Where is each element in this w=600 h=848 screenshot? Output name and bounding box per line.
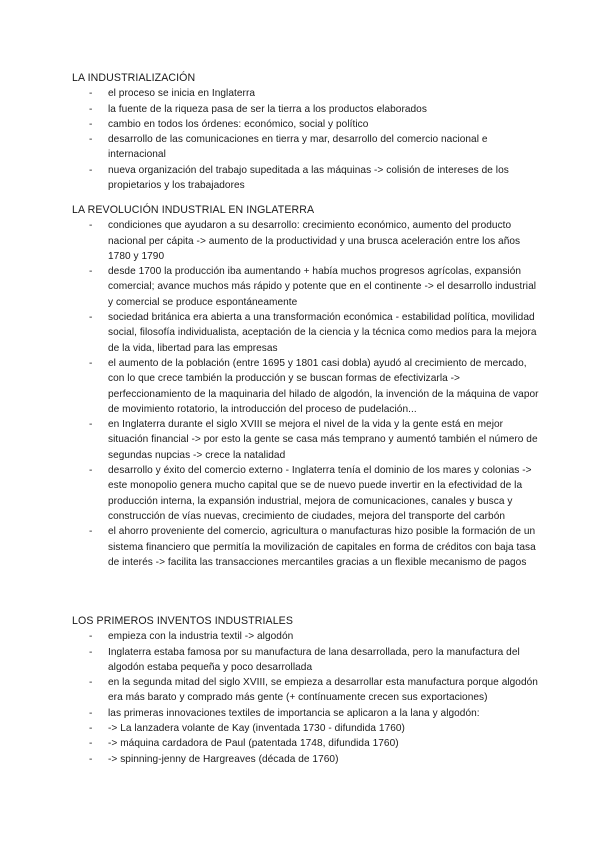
section-revolucion-industrial: [72, 203, 542, 570]
list-item: - la fuente de la riqueza pasa de ser la tierra a los productos elaborados: [72, 102, 542, 117]
list-item: - en Inglaterra durante el siglo XVIII se mejora el nivel de la vida y la gente está en mejor situación financial -> por esto la gente se casa más temprano y aumentó también el número de segundas nupcias -> crece la natalidad: [72, 417, 542, 463]
list-item: - nueva organización del trabajo supeditada a las máquinas -> colisión de intereses de los propietarios y los trabajadores: [72, 163, 542, 194]
list-item: - -> spinning-jenny de Hargreaves (década de 1760): [72, 752, 542, 767]
bullet-list: [72, 86, 542, 193]
list-item: - el proceso se inicia en Inglaterra: [72, 86, 542, 101]
list-item: - -> máquina cardadora de Paul (patentada 1748, difundida 1760): [72, 736, 542, 751]
section-heading: LA REVOLUCIÓN INDUSTRIAL EN INGLATERRA: [72, 204, 315, 216]
list-item: - empieza con la industria textil -> algodón: [72, 629, 542, 644]
list-item: - condiciones que ayudaron a su desarrollo: crecimiento económico, aumento del producto nacional per cápita -> aumento de la productividad y una brusca aceleración entre los años 1780 y 1790: [72, 218, 542, 264]
list-item: - desde 1700 la producción iba aumentando + había muchos progresos agrícolas, expansión comercial; avance muchos más rápido y potente que en el continente -> el desarrollo industrial y comercial se produce espontáneamente: [72, 264, 542, 310]
list-item: - -> La lanzadera volante de Kay (inventada 1730 - difundida 1760): [72, 721, 542, 736]
list-item: - desarrollo de las comunicaciones en tierra y mar, desarrollo del comercio nacional e internacional: [72, 132, 542, 163]
list-item: - sociedad británica era abierta a una transformación económica - estabilidad política, movilidad social, filosofía individualista, aceptación de la ciencia y la técnica como medios para la mejora de la vida, libertad para las empresas: [72, 310, 542, 356]
list-item: - las primeras innovaciones textiles de importancia se aplicaron a la lana y algodón:: [72, 706, 542, 721]
bullet-list: [72, 218, 542, 570]
list-item: - desarrollo y éxito del comercio externo - Inglaterra tenía el dominio de los mares y colonias -> este monopolio genera mucho capital que se de nuevo puede invertir en la efectividad de la producción interna, la expansión industrial, mejora de comunicaciones, canales y busca y construcción de vías nuevas, crecimiento de ciudades, mejora del transporte del carbón: [72, 463, 542, 524]
section-heading: LA INDUSTRIALIZACIÓN: [72, 72, 196, 84]
bullet-list: [72, 629, 542, 767]
list-item: - en la segunda mitad del siglo XVIII, se empieza a desarrollar esta manufactura porque algodón era más barato y comprado más gente (+ contínuamente crecen sus exportaciones): [72, 675, 542, 706]
list-item: - el aumento de la población (entre 1695 y 1801 casi dobla) ayudó al crecimiento de mercado, con lo que crece también la producción y se buscan formas de efectivizarla -> perfeccionamiento de la maquinaria del hilado de algodón, la invención de la máquina de vapor de movimiento rotatorio, la introducción del proceso de pudelación...: [72, 356, 542, 417]
list-item: - Inglaterra estaba famosa por su manufactura de lana desarrollada, pero la manufactura del algodón estaba pequeña y poco desarrollada: [72, 645, 542, 676]
list-item: - cambio en todos los órdenes: económico, social y político: [72, 117, 542, 132]
list-item: - el ahorro proveniente del comercio, agricultura o manufacturas hizo posible la formación de un sistema financiero que permitía la movilización de capitales en forma de créditos con baja tasa de interés -> facilita las transacciones mercantiles gracias a un flexible mecanismo de pagos: [72, 524, 542, 570]
section-primeros-inventos: [72, 614, 542, 767]
section-industrializacion: [72, 71, 542, 193]
section-heading: LOS PRIMEROS INVENTOS INDUSTRIALES: [72, 615, 294, 627]
